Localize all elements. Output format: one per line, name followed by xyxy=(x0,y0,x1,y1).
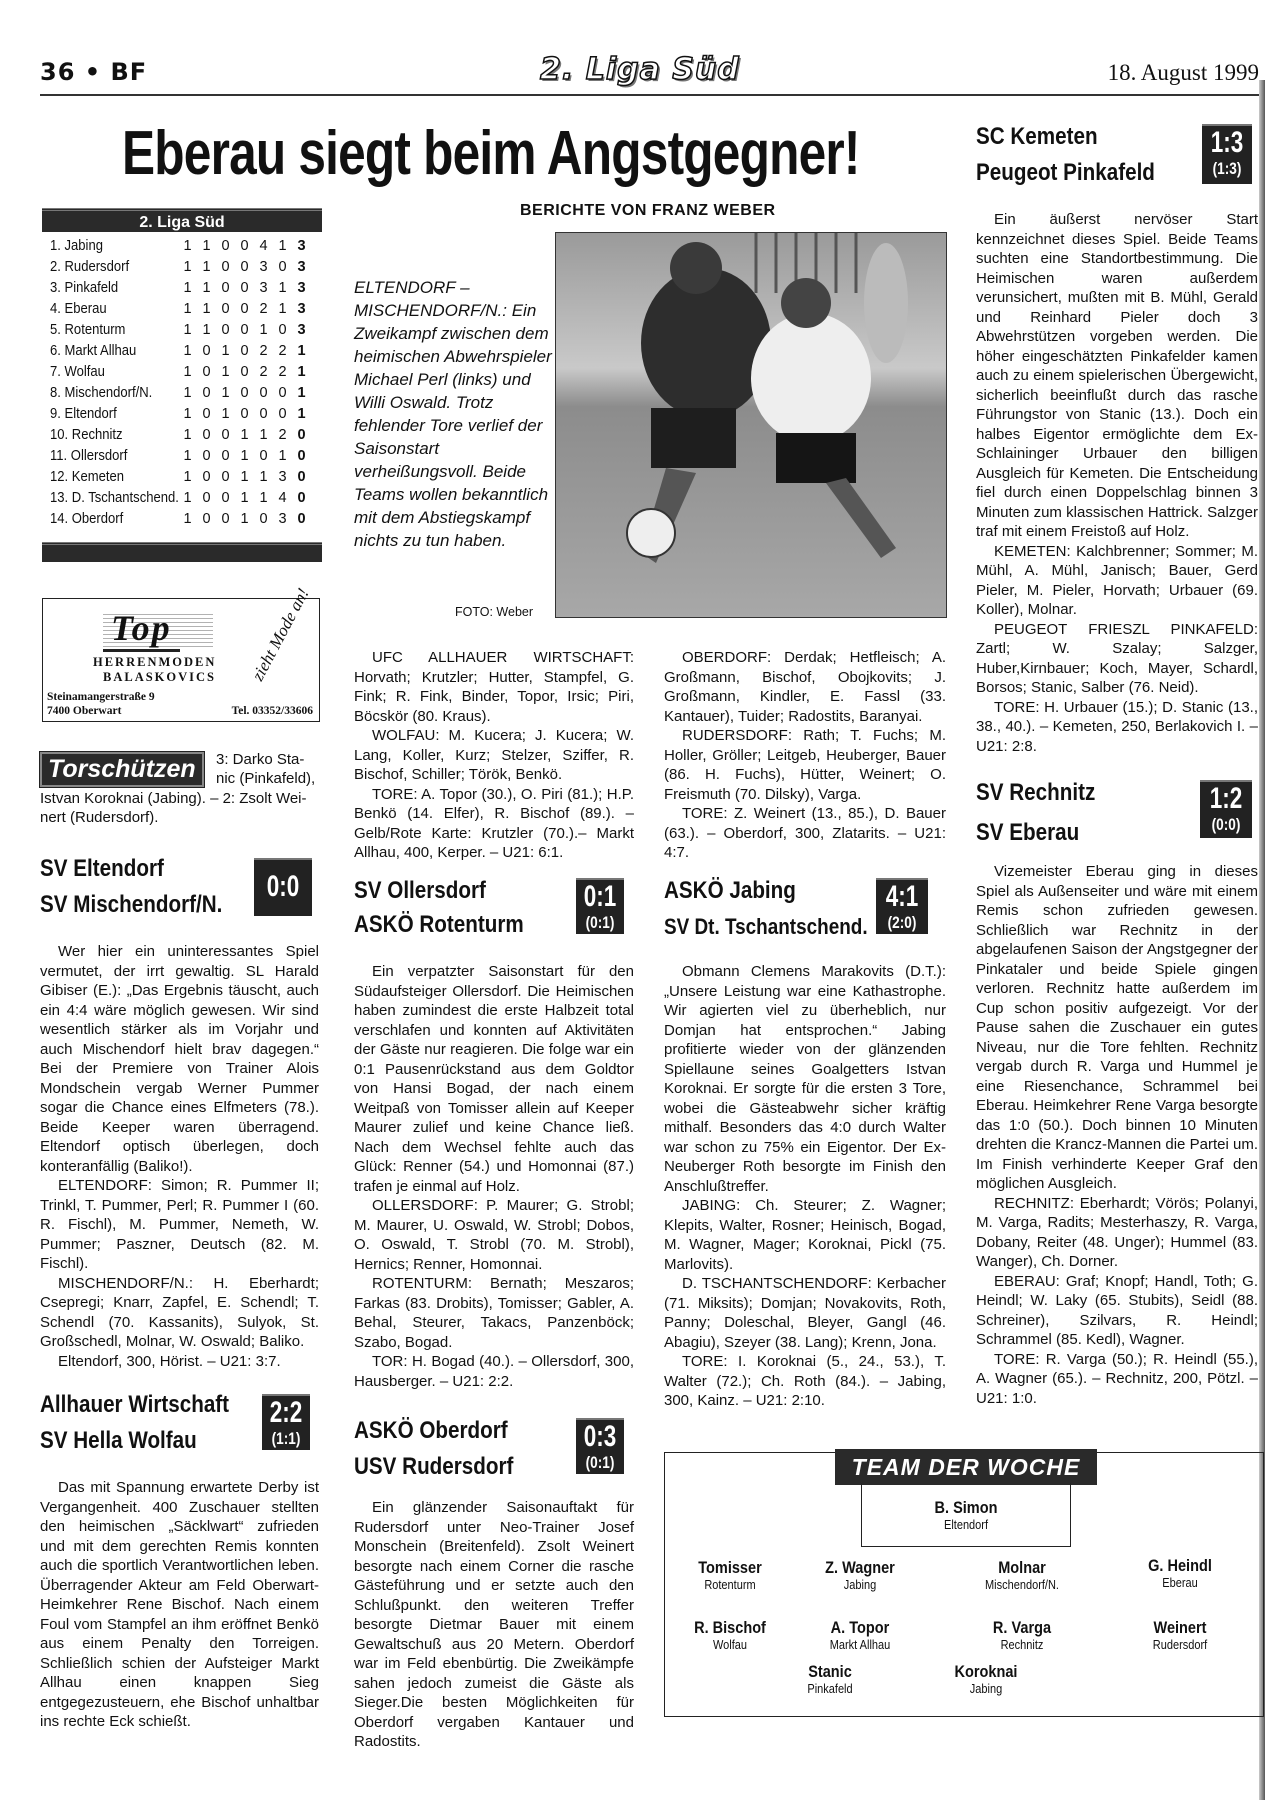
match-elt-info: Eltendorf, 300, Hörist. – U21: 3:7. xyxy=(58,1352,281,1370)
standings-stat: 0 xyxy=(221,322,230,338)
standings-stat: 0 xyxy=(240,343,249,359)
standings-stat: 0 xyxy=(259,448,268,464)
ad-phone: Tel. 03352/33606 xyxy=(231,705,313,717)
standings-points: 3 xyxy=(297,238,306,254)
standings-stat: 1 xyxy=(183,343,192,359)
match-obe-score xyxy=(576,1418,624,1474)
match-elt-text: Wer hier ein uninteressantes Spiel vermutet, der irrt gewaltig. SL Harald Gibiser (E.): „Das Ergebnis täuscht, auch ein 4:4 wäre möglich gewesen. Wir sind wesentlich stärker als im Vorjahr und auch Mischendorf hielt brav dagegen.“ Bei der Premiere von Trainer Alois Mondschein vergab Werner Pummer sogar die Chance eines Elfmeters (78.). Beide Keeper waren überragend. Eltendorf optisch überlegen, doch konteranfällig (Baliko!). xyxy=(40,943,319,1175)
standings-stat: 0 xyxy=(221,259,230,275)
player-club: Rotenturm xyxy=(704,1578,756,1592)
standings-stat: 1 xyxy=(221,385,230,401)
match-elt-away: SV Mischendorf/N. xyxy=(40,891,223,918)
match-all-away: SV Hella Wolfau xyxy=(40,1427,197,1454)
standings-stat: 1 xyxy=(183,406,192,422)
player-club: Eltendorf xyxy=(943,1518,989,1532)
match-obe-home: ASKÖ Oberdorf xyxy=(354,1417,508,1444)
match-obe-score-half: (0:1) xyxy=(585,1453,615,1472)
standings-row xyxy=(42,509,322,530)
player-name: G. Heindl xyxy=(1148,1557,1212,1575)
standings-points: 1 xyxy=(297,343,306,359)
standings-points: 3 xyxy=(297,259,306,275)
header-rule xyxy=(40,94,1265,96)
player-club: Jabing xyxy=(969,1682,1003,1696)
standings-stat: 0 xyxy=(278,385,287,401)
standings-stat: 1 xyxy=(183,511,192,527)
player-card xyxy=(765,1663,895,1696)
match-all-report xyxy=(40,1478,319,1732)
photo-credit: FOTO: Weber xyxy=(455,605,534,619)
standings-stat: 1 xyxy=(240,469,249,485)
match-oll-report xyxy=(354,962,634,1391)
player-card xyxy=(957,1619,1087,1652)
match-kem-lineup-home: KEMETEN: Kalchbrenner; Sommer; M. Mühl, A. Mühl, Janisch; Bauer, Gerd Pieler, M. Pieler, Horvath; Urbauer (69. Koller), Molnar. xyxy=(976,542,1258,618)
standings-rows xyxy=(42,232,322,530)
player-name: Z. Wagner xyxy=(825,1559,895,1577)
photo-image xyxy=(556,233,947,618)
standings-stat: 0 xyxy=(259,385,268,401)
standings-stat: 0 xyxy=(240,322,249,338)
match-jab-lineup-away: D. TSCHANTSCHENDORF: Kerbacher (71. Miksits); Domjan; Novakovits, Roth, Panny; Doleschal, Bleyer, Gangl (46. Abagiu), Szeyer (38. Lang); Krenn, Jona. xyxy=(664,1275,946,1351)
standings-team: 12. Kemeten xyxy=(50,469,125,485)
player-card xyxy=(795,1559,925,1592)
match-jab-lineup-home: JABING: Ch. Steurer; Z. Wagner; Klepits, Walter, Rosner; Heinisch, Bogad, M. Wagner, Mager; Koroknai, Pickl (75. Marlovits). xyxy=(664,1197,946,1273)
standings-stat: 0 xyxy=(221,511,230,527)
advertisement xyxy=(42,584,320,722)
standings-stat: 4 xyxy=(259,238,268,254)
match-obe-lineup-away: RUDERSDORF: Rath; T. Fuchs; M. Holler, Gröller; Leitgeb, Heuberger, Bauer (86. H. Fuchs), Hütter, Weinert; O. Freismuth (70. Dilsky), Varga. xyxy=(664,727,946,803)
standings-stat: 1 xyxy=(183,469,192,485)
match-oll-lineup-home: OLLERSDORF: P. Maurer; G. Strobl; M. Maurer, U. Oswald, W. Strobl; Dobos, O. Oswald, T. Strobl (70. M. Strobl), Hernics; Renner, Homonnai. xyxy=(354,1197,634,1273)
match-all-info: TORE: A. Topor (30.), O. Piri (81.); H.P. Benkö (14. Elfer), R. Bischof (89.). – Gelb/Rote Karte: Krutzler (70.).– Markt Allhau, 400, Kerper. – U21: 6:1. xyxy=(354,785,634,861)
match-jab-score xyxy=(876,878,928,934)
standings-stat: 1 xyxy=(202,280,211,296)
standings-points: 1 xyxy=(297,385,306,401)
match-jab-score-final: 4:1 xyxy=(885,880,919,913)
match-elt-lineup-home: ELTENDORF: Simon; R. Pummer II; Trinkl, T. Pummer, Perl; R. Pummer I (60. R. Fischl), M. Pummer, Nemeth, W. Pummer; Paszner, Deutsch (82. M. Fischl). xyxy=(40,1177,319,1272)
standings-stat: 1 xyxy=(202,259,211,275)
standings-stat: 1 xyxy=(240,490,249,506)
team-of-the-week xyxy=(664,1452,1264,1717)
standings-stat: 0 xyxy=(240,280,249,296)
standings-stat: 1 xyxy=(202,322,211,338)
standings-stat: 2 xyxy=(259,301,268,317)
player-club: Jabing xyxy=(843,1578,877,1592)
standings-points: 0 xyxy=(297,511,306,527)
standings-team: 6. Markt Allhau xyxy=(50,343,137,359)
standings-points: 1 xyxy=(297,406,306,422)
standings-stat: 0 xyxy=(240,238,249,254)
standings-stat: 1 xyxy=(202,238,211,254)
match-jab-info: TORE: I. Koroknai (5., 24., 53.), T. Walter (72.); Ch. Roth (84.). – Jabing, 300, Kainz. – U21: 2:10. xyxy=(664,1353,946,1409)
standings-points: 0 xyxy=(297,469,306,485)
ad-name-line1: HERRENMODEN xyxy=(93,655,217,669)
standings-row xyxy=(42,341,322,362)
standings-stat: 1 xyxy=(240,448,249,464)
standings-row xyxy=(42,446,322,467)
match-kem-lineup-away: PEUGEOT FRIESZL PINKAFELD: Zartl; W. Szalay; Salzger, Huber,Kirnbauer; Koch, Mayer, Schardl, Borsos; Stanic, Salber (76. Neid). xyxy=(976,620,1258,696)
match-jab-text: Obmann Clemens Marakovits (D.T.): „Unsere Leistung war eine Kathastrophe. Wir agierten viel zu überheblich, nur Domjan hat entsprochen.“ Jabing profitierte wieder von der glänzenden Spiellaune seines Goalgetters Istvan Koroknai. Er sorgte für die ersten 3 Tore, wobei die Gästeabwehr sicher kräftig mithalf. Besonders das 4:0 durch Walter war schon zu 75% ein Eigentor. Der Ex-Neuberger Roth besorgte im Finish den Anschlußtreffer. xyxy=(664,963,946,1195)
standings-row xyxy=(42,383,322,404)
standings-stat: 0 xyxy=(202,469,211,485)
standings-stat: 1 xyxy=(259,469,268,485)
standings-stat: 1 xyxy=(183,364,192,380)
match-jab-away: SV Dt. Tschantschend. xyxy=(664,914,868,939)
standings-stat: 0 xyxy=(202,511,211,527)
standings-stat: 0 xyxy=(221,490,230,506)
standings-stat: 2 xyxy=(278,364,287,380)
standings-stat: 2 xyxy=(278,427,287,443)
player-club: Eberau xyxy=(1162,1576,1198,1590)
match-obe-score-final: 0:3 xyxy=(583,1420,617,1453)
player-card xyxy=(921,1663,1051,1696)
standings-stat: 1 xyxy=(278,280,287,296)
match-obe-info: TORE: Z. Weinert (13., 85.), D. Bauer (63.). – Oberdorf, 300, Zlatarits. – U21: 4:7. xyxy=(664,805,946,861)
standings-team: 14. Oberdorf xyxy=(50,511,124,527)
player-card xyxy=(665,1559,795,1592)
standings-row xyxy=(42,488,322,509)
match-rec-score xyxy=(1200,780,1252,838)
ad-logo: Top xyxy=(103,607,180,652)
standings-stat: 0 xyxy=(221,469,230,485)
match-all-score xyxy=(262,1394,310,1450)
player-club: Rechnitz xyxy=(1000,1638,1044,1652)
standings-row xyxy=(42,320,322,341)
match-photo xyxy=(555,232,947,618)
standings-row xyxy=(42,467,322,488)
match-elt-lineup-away: MISCHENDORF/N.: H. Eberhardt; Csepregi; Knarr, Zapfel, E. Schendl; T. Schendl (70. Kassanits), Sulyok, St. Großschedl, Molnar, W. Oswald; Baliko. xyxy=(40,1274,319,1350)
standings-stat: 0 xyxy=(221,280,230,296)
player-name: Weinert xyxy=(1153,1619,1207,1637)
standings-stat: 1 xyxy=(183,280,192,296)
match-jab-home: ASKÖ Jabing xyxy=(664,877,796,904)
standings-points: 0 xyxy=(297,427,306,443)
match-rec-away: SV Eberau xyxy=(976,819,1080,846)
player-club: Wolfau xyxy=(712,1638,748,1652)
match-kem-report xyxy=(976,210,1258,756)
match-jab-report xyxy=(664,962,946,1411)
headline: Eberau siegt beim Angstgegner! xyxy=(122,119,860,188)
match-all-lineup-away: WOLFAU: M. Kucera; J. Kucera; W. Lang, Koller, Kurz; Stelzer, Sziffer, R. Bischof, Schiller; Török, Benkö. xyxy=(354,727,634,783)
match-rec-text: Vizemeister Eberau ging in dieses Spiel als Außenseiter und wäre mit einem Remis schon zufrieden gewesen. Schließlich war Rechnitz in der abgelaufenen Saison der Angstgegner der Pinkataler und beide Spiele gingen verloren. Rechnitz hatte außerdem im Cup schon positiv aufgezeigt. Vor der Pause sahen die Zuschauer ein gutes Niveau, nur die Tore fehlten. Rechnitz vergab durch R. Varga und Hummel je eine Riesenchance, Schrammel bei Eberau. Heimkehrer Rene Varga besorgte das 1:0 (50.). Doch binnen 10 Minuten drehten die Krancz-Mannen die Partei um. Im Finish verhinderte Keeper Graf den möglichen Ausgleich. xyxy=(976,863,1258,1192)
standings-stat: 1 xyxy=(221,343,230,359)
player-club: Mischendorf/N. xyxy=(985,1578,1059,1592)
standings-team: 10. Rechnitz xyxy=(50,427,123,443)
standings-stat: 0 xyxy=(202,490,211,506)
standings-points: 1 xyxy=(297,364,306,380)
scorers-line3: Istvan Koroknai (Jabing). – 2: Zsolt Wei- xyxy=(40,790,307,807)
issue-date: 18. August 1999 xyxy=(1107,60,1259,85)
standings-stat: 3 xyxy=(259,259,268,275)
standings-stat: 0 xyxy=(202,385,211,401)
standings-stat: 0 xyxy=(202,448,211,464)
standings-team: 7. Wolfau xyxy=(50,364,105,380)
match-kem-score-half: (1:3) xyxy=(1212,159,1242,178)
standings-stat: 0 xyxy=(259,406,268,422)
player-card xyxy=(957,1559,1087,1592)
player-club: Rudersdorf xyxy=(1152,1638,1208,1652)
standings-team: 4. Eberau xyxy=(50,301,107,317)
player-name: Stanic xyxy=(808,1663,852,1681)
player-name: Tomisser xyxy=(698,1559,762,1577)
standings-stat: 0 xyxy=(202,343,211,359)
photo-caption: ELTENDORF – MISCHENDORF/N.: Ein Zweikampf zwischen dem heimischen Abwehrspieler Michael Perl (links) und Willi Oswald. Trotz fehlender Tore verlief der Saisonstart verheißungsvoll. Beide Teams wollen bekanntlich mit dem Abstiegskampf nichts zu tun haben. xyxy=(354,278,552,550)
ad-address-city: 7400 Oberwart xyxy=(47,705,122,717)
standings-stat: 4 xyxy=(278,490,287,506)
match-kem-info: TORE: H. Urbauer (15.); D. Stanic (13., 38., 40.). – Kemeten, 250, Berlakovich I. – U21: 2:8. xyxy=(976,698,1258,755)
standings-points: 3 xyxy=(297,301,306,317)
standings-row xyxy=(42,425,322,446)
scorers-line1: 3: Darko Sta- xyxy=(216,751,305,768)
standings-stat: 1 xyxy=(183,490,192,506)
match-rec-info: TORE: R. Varga (50.); R. Heindl (55.), A. Wagner (65.). – Rechnitz, 200, Pötzl. – U21: 1:0. xyxy=(976,1350,1258,1407)
standings-stat: 0 xyxy=(221,301,230,317)
ad-slogan: zieht Mode an! xyxy=(248,584,313,684)
match-rec-lineup-away: EBERAU: Graf; Knopf; Handl, Toth; G. Heindl; W. Laky (65. Stubits), Seidl (88. Schreiner), Szilvars, R. Heindl; Schrammel (85. Kedl), Wagner. xyxy=(976,1272,1258,1348)
match-rec-lineup-home: RECHNITZ: Eberhardt; Vörös; Polanyi, M. Varga, Radits; Mesterhaszy, R. Varga, Dobany, Reiter (48. Unger); Hummel (83. Wanger), Ch. Dorner. xyxy=(976,1194,1258,1270)
match-oll-score-final: 0:1 xyxy=(583,880,617,913)
standings-stat: 1 xyxy=(278,301,287,317)
match-elt-score xyxy=(254,858,312,916)
player-card xyxy=(1115,1557,1245,1590)
player-name: Molnar xyxy=(998,1559,1046,1577)
match-elt-score-final: 0:0 xyxy=(266,870,300,903)
player-name: Koroknai xyxy=(954,1663,1018,1681)
standings-team: 8. Mischendorf/N. xyxy=(50,385,153,401)
standings-team: 2. Rudersdorf xyxy=(50,259,130,275)
match-rec-report xyxy=(976,862,1258,1408)
match-oll-score-half: (0:1) xyxy=(585,913,615,932)
match-kem-text: Ein äußerst nervöser Start kennzeichnet dieses Spiel. Beide Teams suchten eine Standortbestimmung. Die Heimischen waren außerdem verunsichert, mußten mit B. Mühl, Gerald und Reinhard Pieler doch 3 Abwehrstützen vorgeben werden. Die höher eingeschätzten Pinkafelder kamen auch zu einem spielerischen Übergewicht, sicherlich beeinflußt durch das rasche Führungstor von Stanic (13.). Doch ein halbes Eigentor ermöglichte dem Ex-Schlaininger Urbauer den billigen Ausgleich für Kemeten. Die Entscheidung fiel durch einen Doppelschlag binnen 3 Minuten zum klassischen Hattrick. Salzger traf mit einem Freistoß auf Holz. xyxy=(976,211,1258,540)
standings-stat: 0 xyxy=(278,322,287,338)
standings-stat: 1 xyxy=(183,322,192,338)
player-club: Markt Allhau xyxy=(829,1638,891,1652)
standings-stat: 0 xyxy=(221,448,230,464)
standings-row xyxy=(42,299,322,320)
standings-stat: 0 xyxy=(240,385,249,401)
match-kem-home: SC Kemeten xyxy=(976,123,1098,150)
match-obe-lineup-home: OBERDORF: Derdak; Hetfleisch; A. Großmann, Bischof, Obojkovits; J. Großmann, Kindler, E. Fassl (33. Kantauer), Tuider; Radostits, Baranyai. xyxy=(664,649,946,725)
scorers-line2: nic (Pinkafeld), xyxy=(216,770,316,787)
player-name: B. Simon xyxy=(934,1499,998,1517)
standings-table xyxy=(42,208,322,562)
team-of-the-week-title: TEAM DER WOCHE xyxy=(835,1449,1097,1485)
standings-stat: 3 xyxy=(259,280,268,296)
standings-stat: 0 xyxy=(240,259,249,275)
match-all-lineup-home: UFC ALLHAUER WIRTSCHAFT: Horvath; Krutzler; Hutter, Stampfel, G. Fink; R. Fink, Binder, Topor, Irsic; Piri, Böcskör (80. Kraus). xyxy=(354,649,634,725)
standings-stat: 3 xyxy=(278,469,287,485)
match-elt-report xyxy=(40,942,319,1371)
standings-stat: 2 xyxy=(259,364,268,380)
standings-row xyxy=(42,278,322,299)
match-all-lineups xyxy=(354,648,634,863)
byline: BERICHTE VON FRANZ WEBER xyxy=(520,202,776,219)
player-card xyxy=(795,1619,925,1652)
match-oll-text: Ein verpatzter Saisonstart für den Südaufsteiger Ollersdorf. Die Heimischen haben zumindest die erste Halbzeit total verschlafen und konnten auf Aktivitäten der Gäste nur reagieren. Die folge war ein 0:1 Pausenrückstand aus dem Goldtor von Hansi Bogad, der nach einem Weitpaß von Tomisser allein auf Keeper Maurer zulief und keine Chance ließ. Nach dem Wechsel fehlte auch das Glück: Renner (54.) und Homonnai (87.) trafen je einmal auf Holz. xyxy=(354,963,634,1195)
standings-team: 1. Jabing xyxy=(50,238,103,254)
player-name: R. Bischof xyxy=(694,1619,766,1637)
standings-stat: 1 xyxy=(183,448,192,464)
scorers-line4: nert (Rudersdorf). xyxy=(40,809,159,826)
standings-stat: 0 xyxy=(221,427,230,443)
standings-points: 0 xyxy=(297,490,306,506)
match-obe-text: Ein glänzender Saisonauftakt für Rudersdorf unter Neo-Trainer Josef Monschein (Breitenfeld). Zsolt Weinert besorgte nach einem Corner die rasche Gästeführung und er setzte auch den Schlußpunkt. den weiteren Treffer besorgte Dietmar Bauer mit einem Gewaltschuß aus 20 Metern. Oberdorf war im Feld ebenbürtig. Die Zweikämpfe sahen jedoch zumeist die Gäste als Sieger.Die besten Möglichkeiten für Oberdorf vergaben Kantauer und Radostits. xyxy=(354,1499,634,1750)
match-rec-home: SV Rechnitz xyxy=(976,779,1096,806)
standings-stat: 0 xyxy=(202,406,211,422)
match-kem-score-final: 1:3 xyxy=(1210,126,1244,159)
match-kem-score xyxy=(1202,124,1252,184)
standings-stat: 1 xyxy=(278,238,287,254)
player-card xyxy=(665,1619,795,1652)
match-oll-away: ASKÖ Rotenturm xyxy=(354,911,524,938)
match-obe-report xyxy=(354,1498,634,1752)
standings-stat: 1 xyxy=(183,238,192,254)
standings-stat: 0 xyxy=(259,511,268,527)
standings-stat: 0 xyxy=(240,364,249,380)
match-jab-score-half: (2:0) xyxy=(887,913,917,932)
match-kem-away: Peugeot Pinkafeld xyxy=(976,159,1155,186)
match-all-score-final: 2:2 xyxy=(269,1396,303,1429)
match-rec-score-half: (0:0) xyxy=(1211,815,1241,834)
player-club: Pinkafeld xyxy=(807,1682,853,1696)
standings-footer-bar xyxy=(42,542,322,562)
scorers-label: Torschützen xyxy=(40,752,204,787)
match-oll-score xyxy=(576,878,624,934)
match-oll-lineup-away: ROTENTURM: Bernath; Meszaros; Farkas (83. Drobits), Tomisser; Gabler, A. Behal, Steurer, Takacs, Panzenböck; Szabo, Bogad. xyxy=(354,1275,634,1351)
match-obe-away: USV Rudersdorf xyxy=(354,1453,514,1480)
standings-stat: 0 xyxy=(202,364,211,380)
page-number: 36 • BF xyxy=(40,58,148,86)
standings-stat: 0 xyxy=(221,238,230,254)
standings-points: 3 xyxy=(297,280,306,296)
standings-title: 2. Liga Süd xyxy=(42,208,322,232)
standings-team: 13. D. Tschantschend. xyxy=(50,490,179,506)
standings-stat: 2 xyxy=(278,343,287,359)
standings-stat: 1 xyxy=(259,322,268,338)
standings-team: 9. Eltendorf xyxy=(50,406,117,422)
standings-stat: 1 xyxy=(221,406,230,422)
standings-row xyxy=(42,362,322,383)
section-title: 2. Liga Süd xyxy=(540,52,740,87)
standings-row xyxy=(42,236,322,257)
standings-stat: 0 xyxy=(278,406,287,422)
match-all-text: Das mit Spannung erwartete Derby ist Vergangenheit. 400 Zuschauer stellten den heimischen „Säcklwart“ zufrieden und mit dem gerechten Remis konnten auch die sportlich Verantwortlichen leben. Überragender Akteur am Feld Oberwart-Heimkehrer Rene Bischof. Nach einem Foul vom Stampfel an ihm eröffnet Benkö aus einem Penalty den Torreigen. Schließlich schien der Aufsteiger Markt Allhau einen knappen Sieg entgegezusteuern, ehe Bischof unhaltbar ins rechte Eck schießt. xyxy=(40,1479,319,1730)
ad-address-street: Steinamangerstraße 9 xyxy=(47,691,155,703)
match-all-home: Allhauer Wirtschaft xyxy=(40,1391,230,1418)
standings-stat: 1 xyxy=(202,301,211,317)
match-elt-home: SV Eltendorf xyxy=(40,855,164,882)
standings-row xyxy=(42,257,322,278)
match-oll-info: TOR: H. Bogad (40.). – Ollersdorf, 300, Hausberger. – U21: 2:2. xyxy=(354,1353,634,1390)
standings-stat: 2 xyxy=(259,343,268,359)
standings-row xyxy=(42,404,322,425)
standings-stat: 0 xyxy=(278,259,287,275)
match-all-score-half: (1:1) xyxy=(271,1429,301,1448)
player-card xyxy=(901,1499,1031,1532)
standings-stat: 1 xyxy=(278,448,287,464)
player-name: A. Topor xyxy=(830,1619,890,1637)
standings-stat: 1 xyxy=(240,427,249,443)
standings-points: 0 xyxy=(297,448,306,464)
standings-stat: 3 xyxy=(278,511,287,527)
standings-stat: 1 xyxy=(240,511,249,527)
standings-stat: 1 xyxy=(221,364,230,380)
player-card xyxy=(1115,1619,1245,1652)
standings-stat: 1 xyxy=(259,427,268,443)
match-obe-lineups xyxy=(664,648,946,863)
standings-team: 11. Ollersdorf xyxy=(50,448,128,464)
match-rec-score-final: 1:2 xyxy=(1209,782,1243,815)
match-oll-home: SV Ollersdorf xyxy=(354,877,486,904)
standings-stat: 0 xyxy=(240,406,249,422)
standings-team: 3. Pinkafeld xyxy=(50,280,119,296)
standings-stat: 0 xyxy=(240,301,249,317)
standings-points: 3 xyxy=(297,322,306,338)
ad-name-line2: BALASKOVICS xyxy=(103,670,216,684)
standings-stat: 1 xyxy=(183,301,192,317)
standings-team: 5. Rotenturm xyxy=(50,322,126,338)
standings-stat: 0 xyxy=(202,427,211,443)
player-name: R. Varga xyxy=(992,1619,1052,1637)
standings-stat: 1 xyxy=(183,259,192,275)
standings-stat: 1 xyxy=(183,427,192,443)
standings-stat: 1 xyxy=(183,385,192,401)
standings-stat: 1 xyxy=(259,490,268,506)
